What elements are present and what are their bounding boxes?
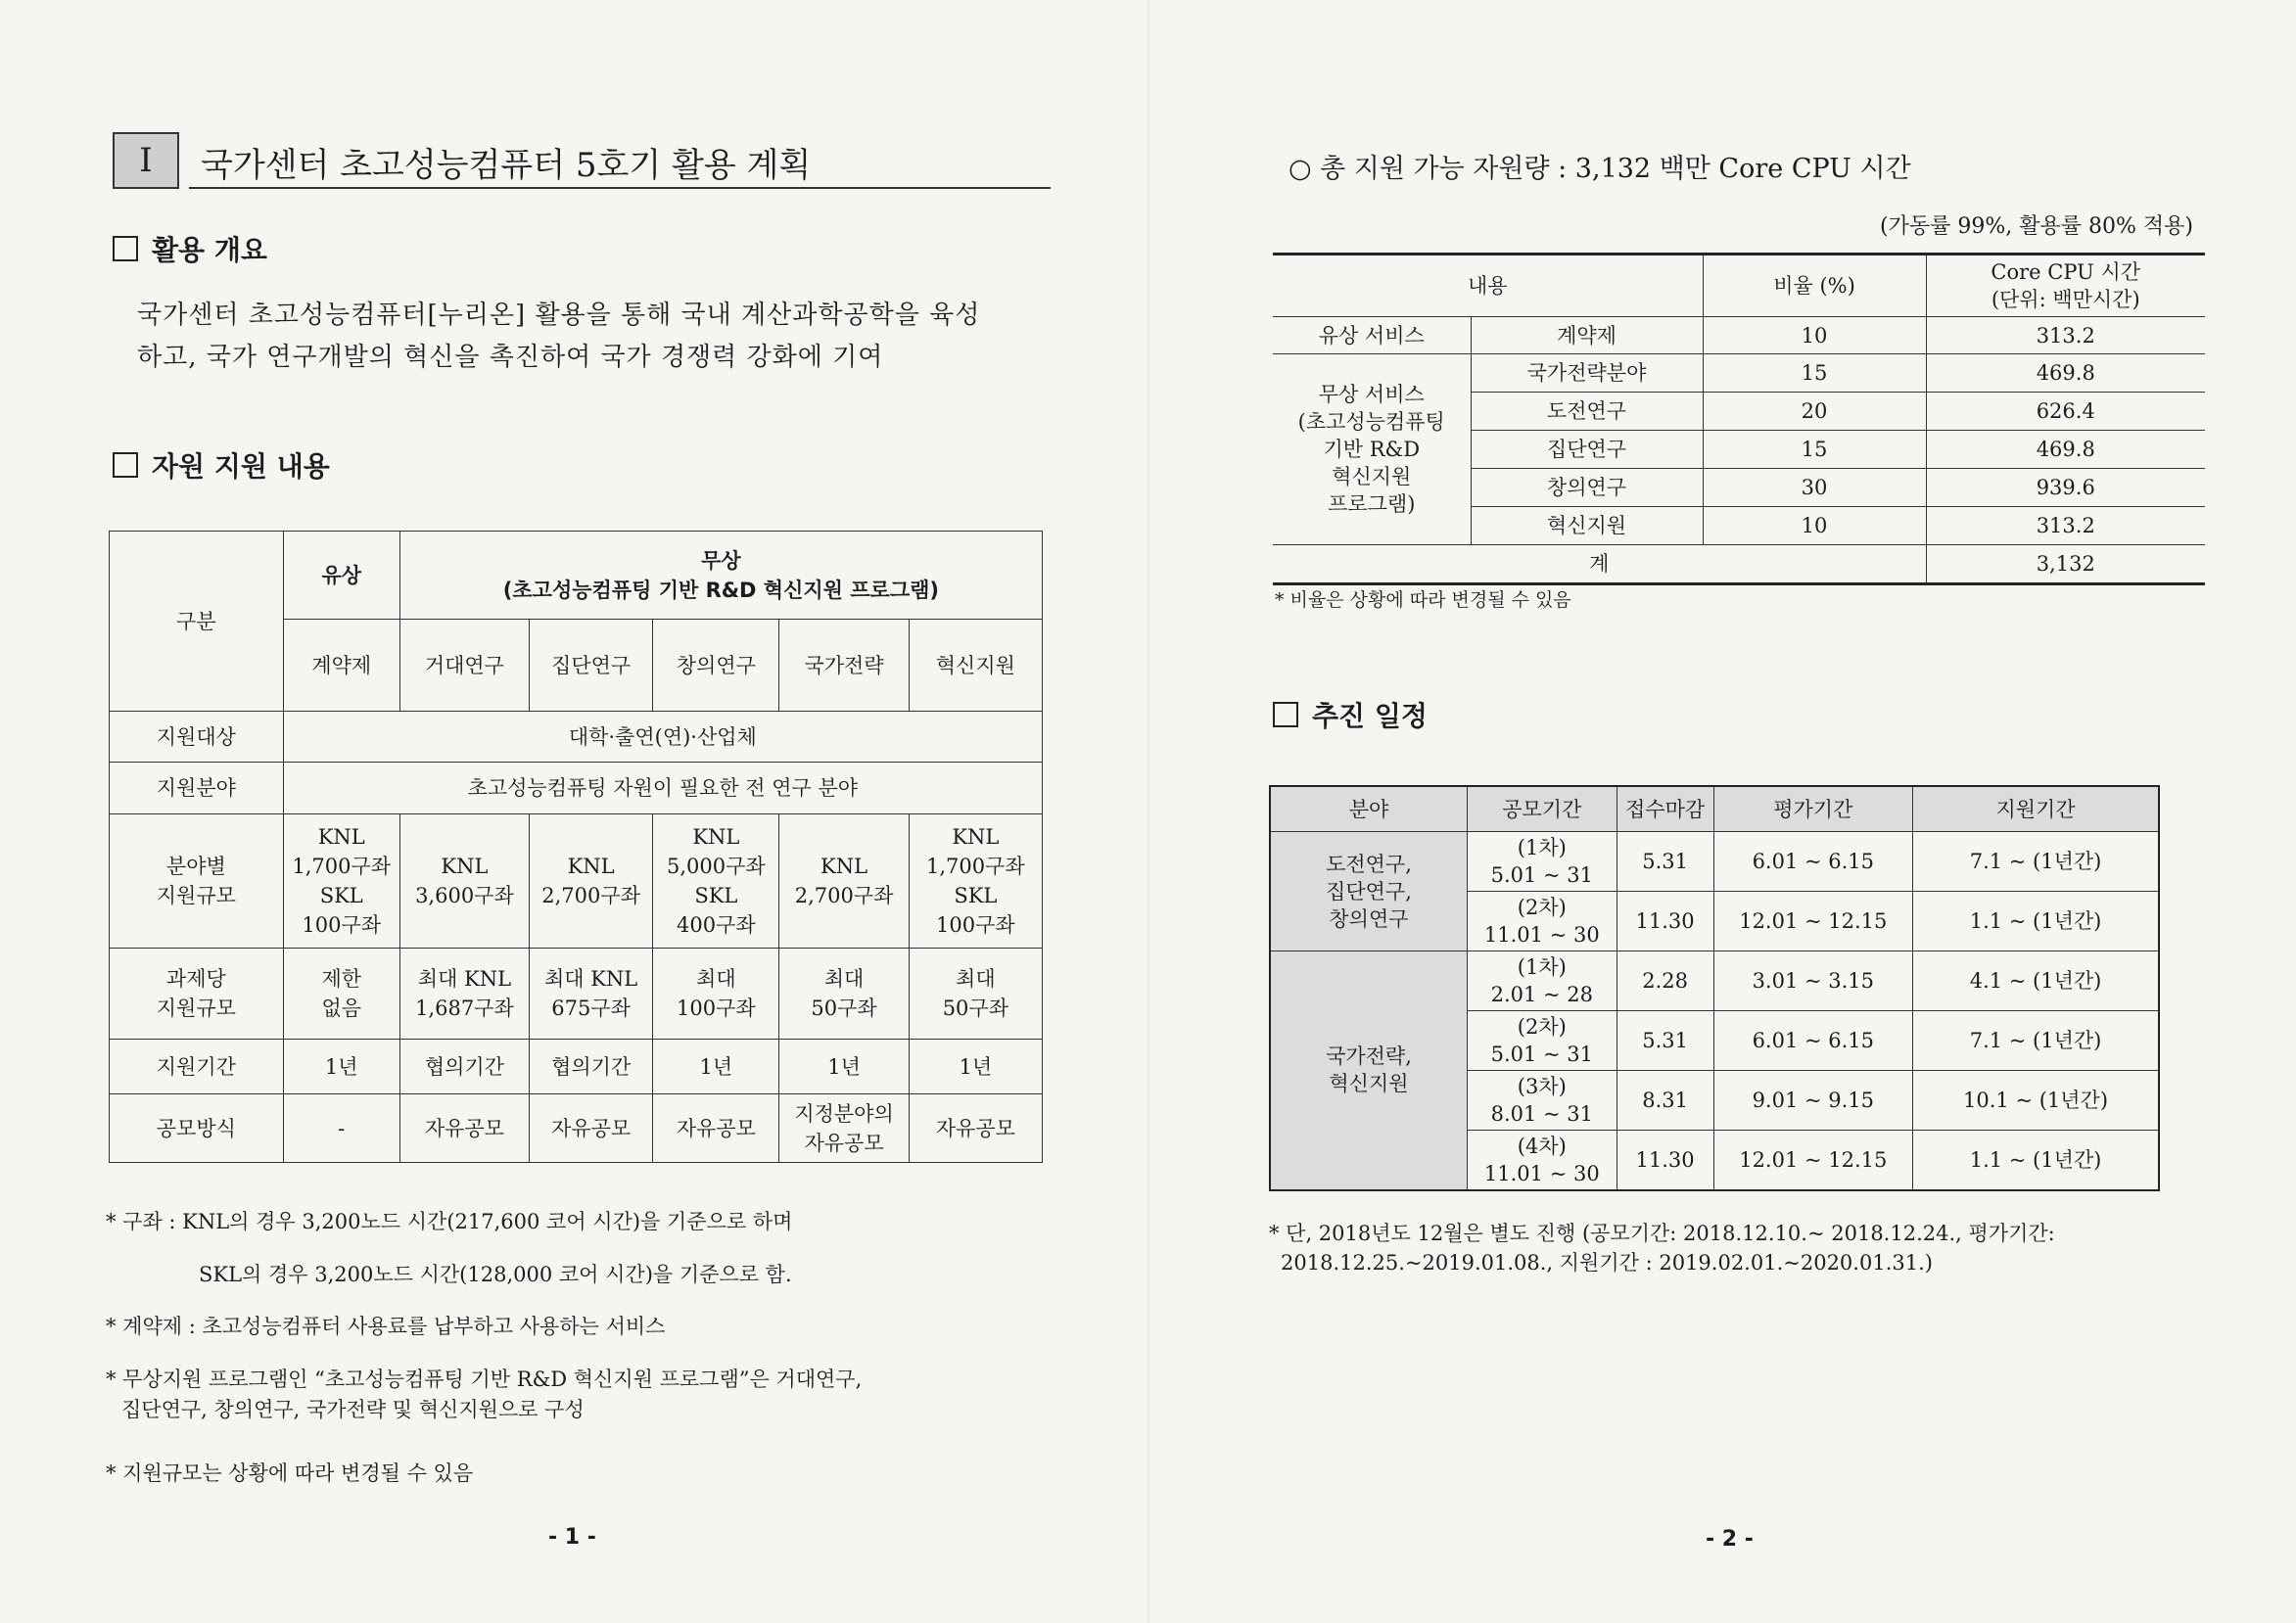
free-service-label — [1273, 354, 1471, 545]
per-cell — [653, 949, 779, 1040]
ratio-note: * 비율은 상황에 따라 변경될 수 있음 — [1275, 589, 1571, 611]
cell-line: KNL — [567, 855, 615, 878]
schedule-group-line: 혁신지원 — [1329, 1072, 1409, 1096]
schedule-note-2: 2018.12.25.~2019.01.08., 지원기간 : 2019.02.01.~2020.01.31.) — [1281, 1251, 1933, 1275]
schedule-period — [1467, 832, 1617, 892]
row-label-line: 지원규모 — [156, 884, 236, 907]
schedule-round: (4차) — [1517, 1134, 1567, 1158]
method-cell: 자유공모 — [530, 1094, 653, 1163]
resource-hours: 313.2 — [1926, 507, 2205, 545]
col-header: 창의연구 — [653, 620, 779, 712]
cell-line: SKL — [954, 884, 998, 907]
scale-cell — [653, 814, 779, 949]
schedule-dates: 11.01 ~ 30 — [1483, 1161, 1600, 1185]
schedule-dates: 5.01 ~ 31 — [1490, 1043, 1594, 1066]
page-number: - 2 - — [1706, 1527, 1754, 1552]
resource-name: 창의연구 — [1471, 469, 1703, 507]
resource-total-value: 3,132 — [1926, 545, 2205, 584]
free-header — [399, 532, 1042, 620]
per-cell — [399, 949, 529, 1040]
schedule-round: (3차) — [1517, 1075, 1567, 1098]
schedule-group-line: 국가전략, — [1326, 1044, 1412, 1069]
schedule-eval: 3.01 ~ 3.15 — [1713, 951, 1913, 1011]
scale-cell — [530, 814, 653, 949]
cell-line: KNL — [317, 825, 365, 849]
schedule-col-header: 분야 — [1270, 786, 1467, 832]
schedule-col-header: 접수마감 — [1617, 786, 1713, 832]
support-heading — [113, 445, 330, 485]
schedule-deadline: 5.31 — [1617, 832, 1713, 892]
free-service-line: 프로그램) — [1328, 492, 1416, 516]
cell-line: 2,700구좌 — [794, 884, 894, 907]
cell-line: 없음 — [321, 997, 362, 1020]
schedule-deadline: 5.31 — [1617, 1011, 1713, 1071]
schedule-deadline: 8.31 — [1617, 1071, 1713, 1131]
total-resource-line: ○ 총 지원 가능 자원량 : 3,132 백만 Core CPU 시간 — [1289, 154, 1911, 184]
col-header: 계약제 — [283, 620, 399, 712]
schedule-col-header: 지원기간 — [1913, 786, 2159, 832]
period-cell: 협의기간 — [399, 1040, 529, 1094]
resource-hours: 313.2 — [1926, 317, 2205, 354]
schedule-eval: 12.01 ~ 12.15 — [1713, 1131, 1913, 1190]
col-header: 혁신지원 — [909, 620, 1042, 712]
note-1-cont: SKL의 경우 3,200노드 시간(128,000 코어 시간)을 기준으로 함. — [199, 1263, 792, 1286]
free-header-title: 무상 — [701, 548, 741, 573]
cpu-header — [1926, 255, 2205, 317]
cell-line: 675구좌 — [551, 997, 631, 1020]
cell-line: 최대 — [823, 967, 865, 991]
free-header-subtitle: (초고성능컴퓨팅 기반 R&D 혁신지원 프로그램) — [502, 578, 939, 602]
cell-line: 최대 — [956, 967, 996, 991]
resource-name: 계약제 — [1471, 317, 1703, 354]
overview-line-2: 하고, 국가 연구개발의 혁신을 촉진하여 국가 경쟁력 강화에 기여 — [137, 343, 884, 372]
category-header: 구분 — [110, 532, 284, 712]
cell-line: SKL — [319, 884, 363, 907]
period-cell: 협의기간 — [530, 1040, 653, 1094]
cell-line: 최대 KNL — [543, 967, 638, 991]
schedule-support: 4.1 ~ (1년간) — [1913, 951, 2159, 1011]
schedule-dates: 2.01 ~ 28 — [1490, 983, 1594, 1006]
overview-line-1: 국가센터 초고성능컴퓨터[누리온] 활용을 통해 국내 계산과학공학을 육성 — [137, 301, 981, 330]
resource-ratio: 15 — [1703, 431, 1926, 469]
schedule-support: 7.1 ~ (1년간) — [1913, 1011, 2159, 1071]
ratio-header: 비율 (%) — [1703, 255, 1926, 317]
schedule-dates: 8.01 ~ 31 — [1490, 1102, 1594, 1126]
per-cell — [530, 949, 653, 1040]
cell-line: 50구좌 — [942, 997, 1008, 1020]
cell-line: 제한 — [321, 967, 362, 991]
col-header: 집단연구 — [530, 620, 653, 712]
scale-cell — [283, 814, 399, 949]
overview-heading — [113, 229, 267, 268]
support-table — [109, 531, 1043, 1163]
period-cell: 1년 — [653, 1040, 779, 1094]
cell-line: 최대 KNL — [417, 967, 512, 991]
period-cell: 1년 — [779, 1040, 909, 1094]
schedule-heading-text: 추진 일정 — [1312, 700, 1428, 732]
resource-name: 집단연구 — [1471, 431, 1703, 469]
cell-line: 400구좌 — [677, 913, 756, 937]
paid-header: 유상 — [283, 532, 399, 620]
schedule-deadline: 11.30 — [1617, 892, 1713, 951]
row-label — [110, 949, 284, 1040]
schedule-period — [1467, 1071, 1617, 1131]
schedule-period — [1467, 1011, 1617, 1071]
note-4: * 지원규모는 상황에 따라 변경될 수 있음 — [106, 1461, 474, 1485]
free-service-line: 무상 서비스 — [1318, 383, 1425, 406]
cell-line: 100구좌 — [302, 913, 382, 937]
per-cell — [283, 949, 399, 1040]
schedule-deadline: 2.28 — [1617, 951, 1713, 1011]
schedule-group-line: 도전연구, — [1326, 852, 1412, 876]
period-cell: 1년 — [909, 1040, 1042, 1094]
resource-hours: 626.4 — [1926, 393, 2205, 431]
schedule-dates: 11.01 ~ 30 — [1483, 923, 1600, 947]
resource-hours: 939.6 — [1926, 469, 2205, 507]
method-cell: 지정분야의 자유공모 — [779, 1094, 909, 1163]
support-heading-text: 자원 지원 내용 — [152, 450, 330, 483]
resource-ratio: 10 — [1703, 507, 1926, 545]
cell-line: KNL — [441, 855, 489, 878]
overview-heading-text: 활용 개요 — [152, 234, 267, 266]
schedule-round: (2차) — [1517, 896, 1567, 919]
per-cell — [909, 949, 1042, 1040]
row-label — [110, 814, 284, 949]
resource-hours: 469.8 — [1926, 354, 2205, 393]
method-cell: - — [283, 1094, 399, 1163]
cell-line: KNL — [952, 825, 1000, 849]
resource-ratio: 10 — [1703, 317, 1926, 354]
scale-cell — [779, 814, 909, 949]
row-label: 지원대상 — [110, 712, 284, 763]
resource-ratio: 30 — [1703, 469, 1926, 507]
paid-service-label: 유상 서비스 — [1273, 317, 1471, 354]
schedule-support: 1.1 ~ (1년간) — [1913, 1131, 2159, 1190]
free-service-line: 혁신지원 — [1332, 465, 1412, 488]
method-cell: 자유공모 — [909, 1094, 1042, 1163]
method-cell: 자유공모 — [653, 1094, 779, 1163]
page-2 — [1148, 0, 2296, 1623]
scale-cell — [909, 814, 1042, 949]
section-underline — [189, 187, 1051, 189]
schedule-group — [1270, 832, 1467, 951]
schedule-support: 1.1 ~ (1년간) — [1913, 892, 2159, 951]
overview-paragraph — [137, 295, 980, 379]
resource-name: 국가전략분야 — [1471, 354, 1703, 393]
resource-hours: 469.8 — [1926, 431, 2205, 469]
resource-ratio: 15 — [1703, 354, 1926, 393]
schedule-eval: 6.01 ~ 6.15 — [1713, 1011, 1913, 1071]
note-2: * 계약제 : 초고성능컴퓨터 사용료를 납부하고 사용하는 서비스 — [106, 1315, 666, 1338]
schedule-round: (2차) — [1517, 1015, 1567, 1039]
row-label: 지원기간 — [110, 1040, 284, 1094]
row-label-line: 분야별 — [165, 855, 226, 878]
schedule-period — [1467, 1131, 1617, 1190]
free-service-line: 기반 R&D — [1323, 438, 1421, 461]
schedule-group-line: 창의연구 — [1329, 906, 1409, 931]
schedule-period — [1467, 951, 1617, 1011]
field-value: 초고성능컴퓨팅 자원이 필요한 전 연구 분야 — [283, 763, 1042, 814]
cpu-header-line: (단위: 백만시간) — [1991, 288, 2140, 311]
checkbox-bullet-icon — [113, 236, 138, 261]
schedule-col-header: 공모기간 — [1467, 786, 1617, 832]
cell-line: 1,700구좌 — [925, 855, 1025, 878]
schedule-note-1: * 단, 2018년도 12월은 별도 진행 (공모기간: 2018.12.10.~ 2018.12.24., 평가기간: — [1269, 1222, 2055, 1245]
schedule-period — [1467, 892, 1617, 951]
cell-line: 100구좌 — [677, 997, 756, 1020]
cell-line: 100구좌 — [936, 913, 1015, 937]
cell-line: SKL — [694, 884, 738, 907]
section-title-text: 국가센터 초고성능컴퓨터 5호기 활용 계획 — [201, 146, 812, 185]
schedule-table — [1269, 785, 2160, 1191]
resource-name: 도전연구 — [1471, 393, 1703, 431]
cell-line: 1,700구좌 — [292, 855, 392, 878]
content-header: 내용 — [1273, 255, 1703, 317]
period-cell: 1년 — [283, 1040, 399, 1094]
cell-line: 1,687구좌 — [415, 997, 514, 1020]
target-value: 대학·출연(연)·산업체 — [283, 712, 1042, 763]
section-title — [113, 132, 1053, 191]
cell-line: 2,700구좌 — [541, 884, 640, 907]
schedule-dates: 5.01 ~ 31 — [1490, 863, 1594, 887]
resource-total-label: 계 — [1273, 545, 1926, 584]
page-number: - 1 - — [548, 1525, 596, 1550]
section-number: I — [113, 132, 179, 189]
resource-ratio: 20 — [1703, 393, 1926, 431]
cell-line: 50구좌 — [811, 997, 877, 1020]
note-3-cont: 집단연구, 창의연구, 국가전략 및 혁신지원으로 구성 — [121, 1398, 585, 1421]
schedule-support: 10.1 ~ (1년간) — [1913, 1071, 2159, 1131]
row-label: 지원분야 — [110, 763, 284, 814]
schedule-deadline: 11.30 — [1617, 1131, 1713, 1190]
col-header: 거대연구 — [399, 620, 529, 712]
cell-line: KNL — [692, 825, 740, 849]
schedule-round: (1차) — [1517, 955, 1567, 979]
schedule-group-line: 집단연구, — [1326, 879, 1412, 904]
schedule-round: (1차) — [1517, 836, 1567, 859]
note-3: * 무상지원 프로그램인 “초고성능컴퓨팅 기반 R&D 혁신지원 프로그램”은 거대연구, — [106, 1368, 863, 1391]
schedule-group — [1270, 951, 1467, 1190]
row-label-line: 지원규모 — [156, 997, 236, 1020]
scale-cell — [399, 814, 529, 949]
checkbox-bullet-icon — [1273, 702, 1298, 727]
schedule-heading — [1273, 695, 1428, 734]
cell-line: 5,000구좌 — [666, 855, 766, 878]
col-header: 국가전략 — [779, 620, 909, 712]
cell-line: KNL — [820, 855, 868, 878]
schedule-eval: 12.01 ~ 12.15 — [1713, 892, 1913, 951]
cell-line: 최대 — [696, 967, 736, 991]
method-cell: 자유공모 — [399, 1094, 529, 1163]
schedule-eval: 6.01 ~ 6.15 — [1713, 832, 1913, 892]
free-service-line: (초고성능컴퓨팅 — [1297, 410, 1445, 434]
note-1: * 구좌 : KNL의 경우 3,200노드 시간(217,600 코어 시간)을 기준으로 하며 — [106, 1210, 793, 1233]
schedule-eval: 9.01 ~ 9.15 — [1713, 1071, 1913, 1131]
resource-name: 혁신지원 — [1471, 507, 1703, 545]
row-label: 공모방식 — [110, 1094, 284, 1163]
row-label-line: 과제당 — [165, 967, 226, 991]
schedule-support: 7.1 ~ (1년간) — [1913, 832, 2159, 892]
cpu-header-line: Core CPU 시간 — [1991, 260, 2141, 284]
resource-table — [1273, 253, 2205, 585]
resource-unit-note: (가동률 99%, 활용률 80% 적용) — [1880, 214, 2193, 239]
per-cell — [779, 949, 909, 1040]
schedule-col-header: 평가기간 — [1713, 786, 1913, 832]
checkbox-bullet-icon — [113, 452, 138, 478]
cell-line: 3,600구좌 — [415, 884, 514, 907]
